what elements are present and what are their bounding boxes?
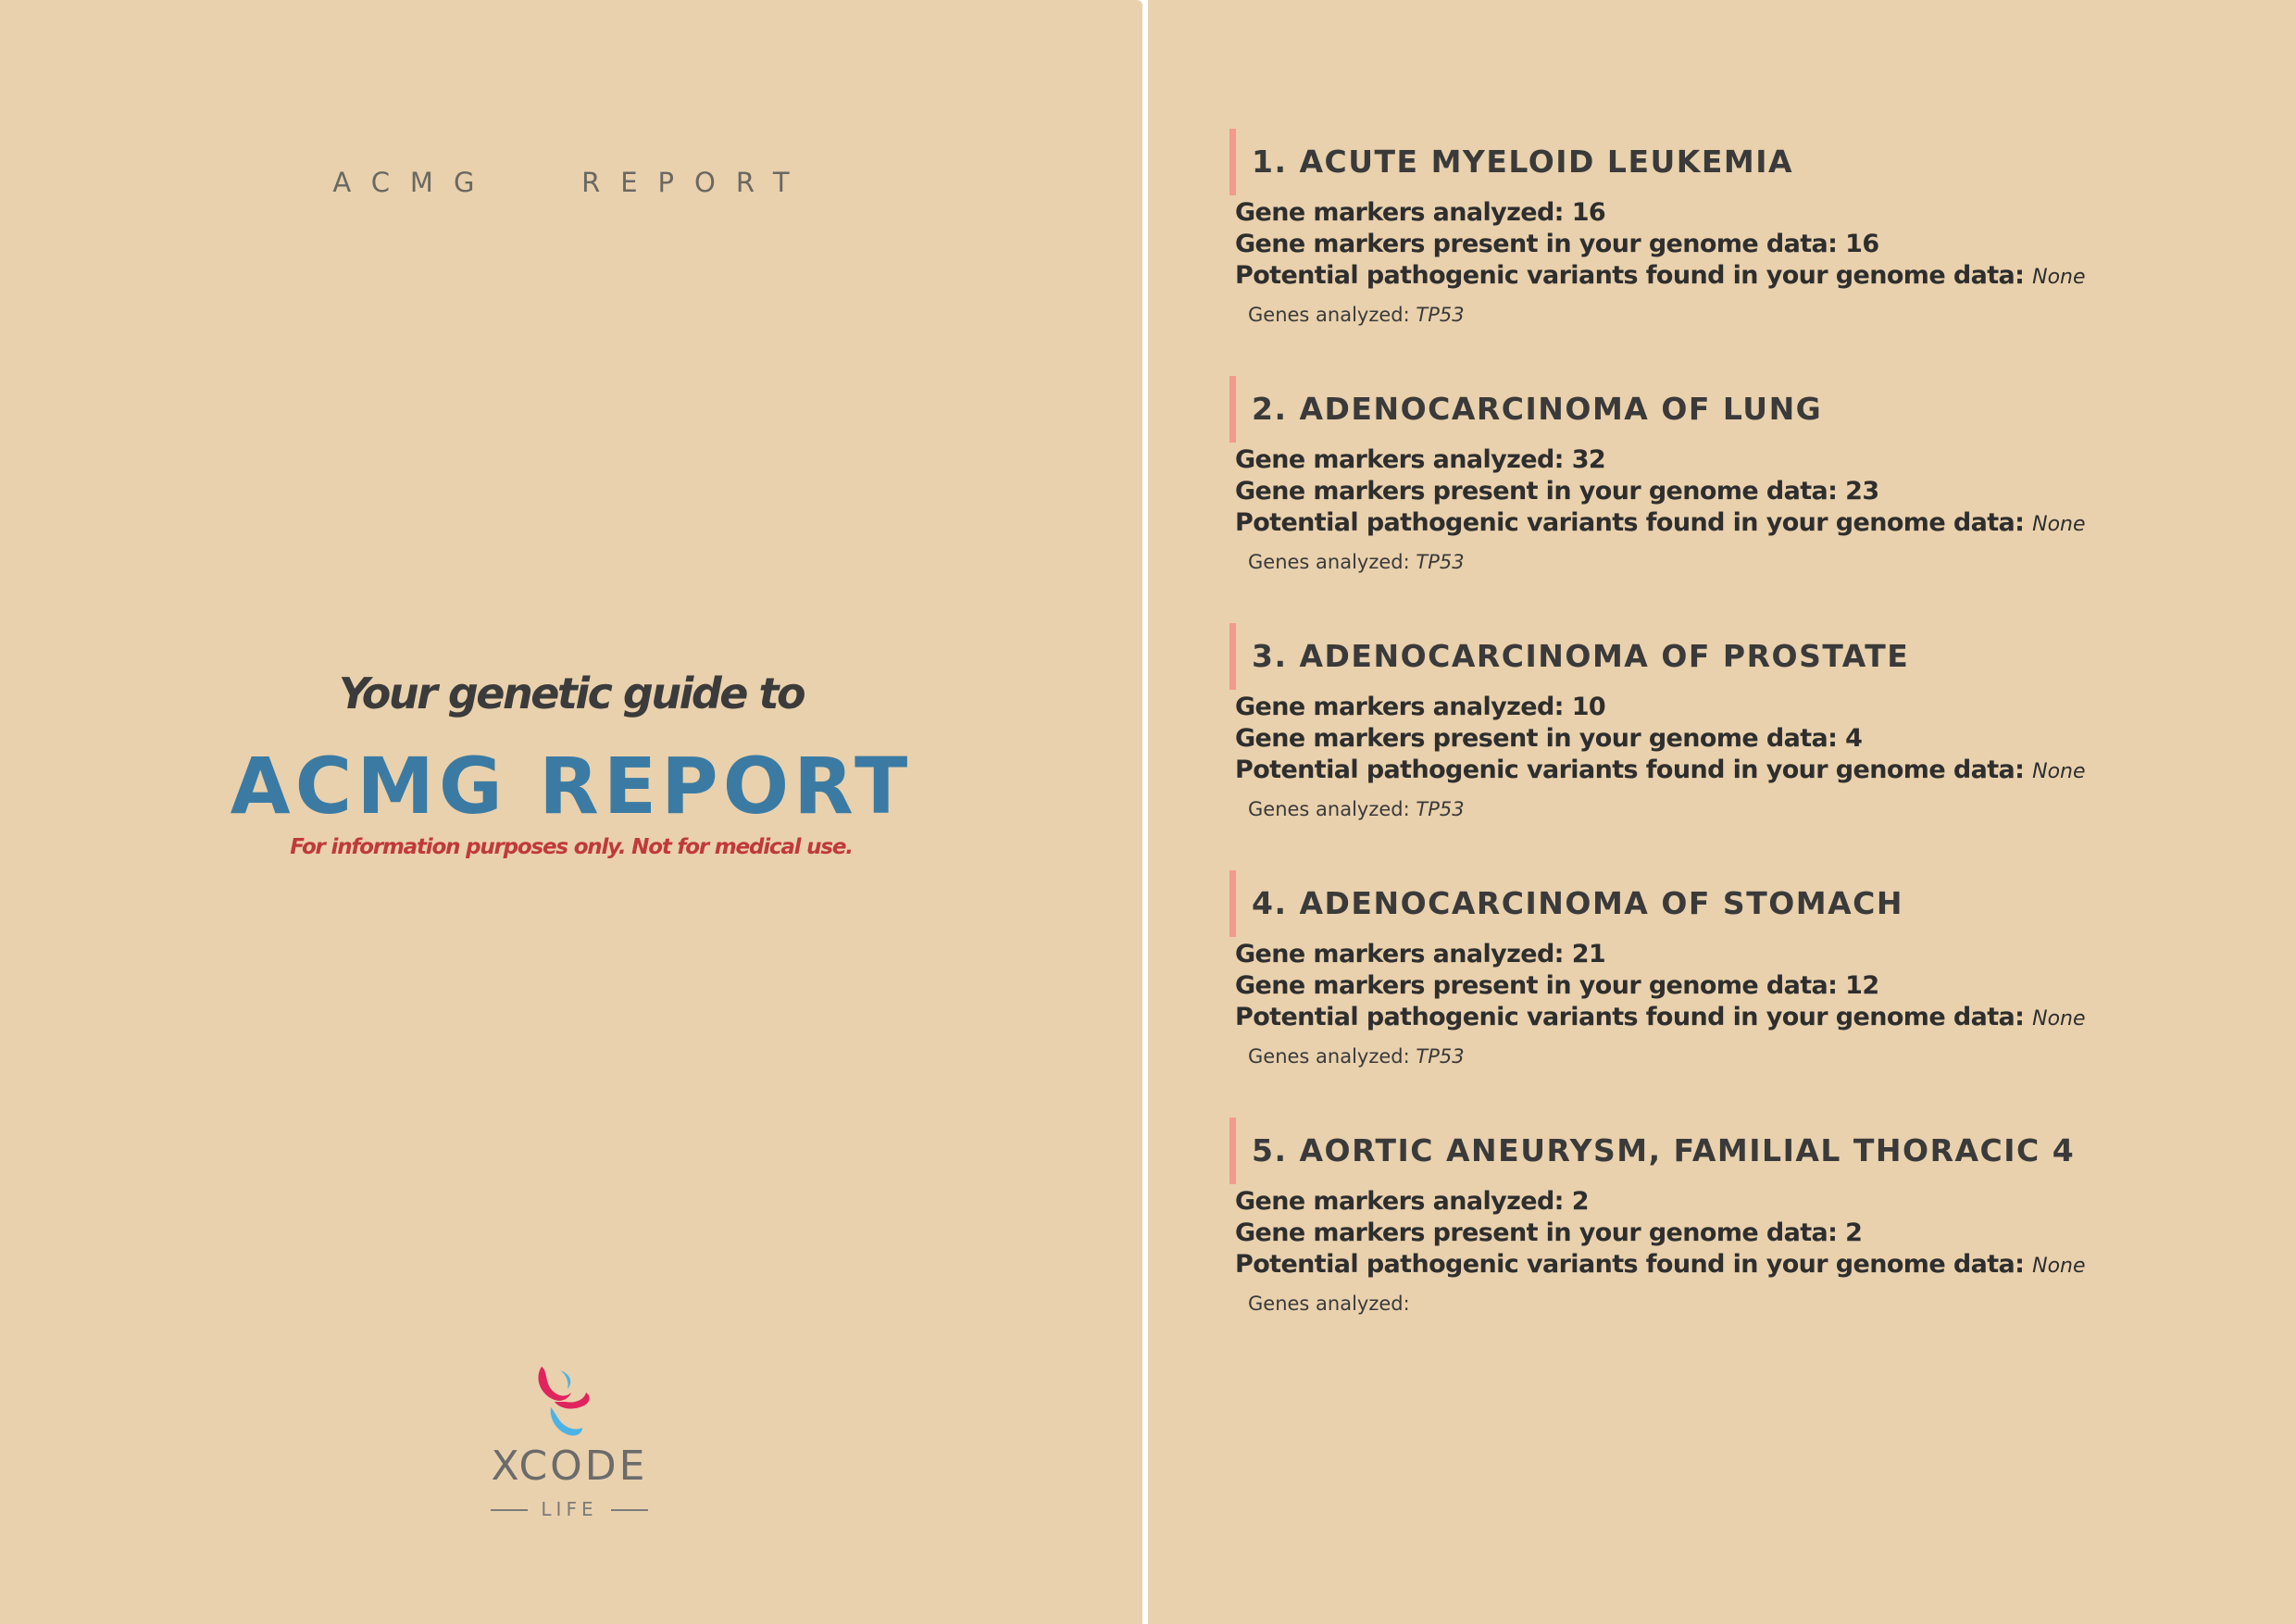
condition-section (1228, 1118, 2255, 1318)
markers-analyzed-value: 10 (1571, 693, 1606, 721)
logo-subtext-row (472, 1498, 667, 1520)
pathogenic-variants (1235, 1002, 2255, 1033)
genes-analyzed (1248, 1290, 2255, 1318)
section-accent-bar (1229, 623, 1236, 690)
markers-present-label: Gene markers present in your genome data: (1235, 1218, 1846, 1247)
markers-present-label: Gene markers present in your genome data: (1235, 477, 1846, 506)
section-title: 1. ACUTE MYELOID LEUKEMIA (1252, 144, 1794, 180)
markers-present (1235, 723, 2255, 755)
pathogenic-value: None (2032, 513, 2086, 536)
markers-analyzed (1235, 1186, 2255, 1218)
genes-analyzed (1248, 548, 2255, 576)
pathogenic-variants (1235, 755, 2255, 786)
section-title: 3. ADENOCARCINOMA OF PROSTATE (1252, 638, 1910, 674)
pathogenic-variants (1235, 507, 2255, 539)
section-accent-bar (1229, 376, 1236, 443)
xcode-life-logo-icon (532, 1361, 606, 1446)
genes-analyzed (1248, 1043, 2255, 1070)
markers-analyzed (1235, 444, 2255, 476)
pathogenic-variants (1235, 1249, 2255, 1280)
genes-analyzed-value: TP53 (1416, 551, 1465, 573)
section-header (1228, 129, 2255, 197)
markers-present (1235, 229, 2255, 260)
markers-analyzed-value: 16 (1571, 198, 1606, 227)
genes-analyzed-label: Genes analyzed: (1248, 304, 1416, 326)
section-accent-bar (1229, 129, 1236, 195)
logo-rule-right (611, 1509, 648, 1511)
section-accent-bar (1229, 870, 1236, 937)
section-header (1228, 1118, 2255, 1186)
logo-wordmark: XCODE (491, 1443, 648, 1490)
pathogenic-variants (1235, 260, 2255, 292)
markers-analyzed-label: Gene markers analyzed: (1235, 198, 1572, 227)
pathogenic-value: None (2032, 1255, 2086, 1278)
markers-present (1235, 970, 2255, 1002)
xcode-life-logo (472, 1361, 667, 1528)
markers-present-label: Gene markers present in your genome data: (1235, 724, 1846, 753)
section-accent-bar (1229, 1118, 1236, 1184)
markers-present-label: Gene markers present in your genome data: (1235, 230, 1846, 258)
pathogenic-label: Potential pathogenic variants found in your genome data: (1235, 1250, 2033, 1279)
cover-page (0, 0, 1142, 1624)
section-header (1228, 870, 2255, 939)
markers-analyzed-label: Gene markers analyzed: (1235, 1187, 1572, 1216)
cover-title: ACMG REPORT (230, 741, 913, 831)
markers-analyzed (1235, 692, 2255, 723)
markers-present-value: 2 (1845, 1218, 1863, 1247)
pathogenic-label: Potential pathogenic variants found in your genome data: (1235, 508, 2033, 537)
section-title: 4. ADENOCARCINOMA OF STOMACH (1252, 885, 1903, 921)
genes-analyzed-label: Genes analyzed: (1248, 1293, 1410, 1315)
cover-header-caption: ACMG REPORT (332, 167, 810, 198)
markers-analyzed-label: Gene markers analyzed: (1235, 445, 1572, 474)
pathogenic-label: Potential pathogenic variants found in your genome data: (1235, 261, 2033, 290)
condition-section (1228, 376, 2255, 576)
markers-present (1235, 476, 2255, 507)
section-title: 5. AORTIC ANEURYSM, FAMILIAL THORACIC 4 (1252, 1132, 2076, 1168)
section-header (1228, 623, 2255, 692)
condition-section (1228, 129, 2255, 329)
genes-analyzed-label: Genes analyzed: (1248, 551, 1416, 573)
markers-analyzed-label: Gene markers analyzed: (1235, 693, 1572, 721)
markers-analyzed-value: 21 (1571, 940, 1606, 968)
genes-analyzed-value: TP53 (1416, 304, 1465, 326)
pathogenic-value: None (2032, 266, 2086, 289)
markers-analyzed-value: 2 (1571, 1187, 1589, 1216)
markers-analyzed (1235, 197, 2255, 229)
genes-analyzed-label: Genes analyzed: (1248, 1045, 1416, 1068)
section-header (1228, 376, 2255, 444)
pathogenic-label: Potential pathogenic variants found in your genome data: (1235, 1003, 2033, 1031)
markers-present-value: 16 (1845, 230, 1879, 258)
logo-subtext: LIFE (541, 1498, 598, 1520)
condition-section (1228, 623, 2255, 823)
section-title: 2. ADENOCARCINOMA OF LUNG (1252, 391, 1823, 427)
genes-analyzed-value: TP53 (1416, 798, 1465, 820)
pathogenic-value: None (2032, 1007, 2086, 1031)
condition-section (1228, 870, 2255, 1070)
cover-disclaimer: For information purposes only. Not for medical use. (290, 835, 853, 859)
pathogenic-label: Potential pathogenic variants found in your genome data: (1235, 756, 2033, 784)
genes-analyzed-value: TP53 (1416, 1045, 1465, 1068)
markers-analyzed-value: 32 (1571, 445, 1606, 474)
markers-analyzed (1235, 939, 2255, 970)
markers-analyzed-label: Gene markers analyzed: (1235, 940, 1572, 968)
markers-present (1235, 1218, 2255, 1249)
genes-analyzed-label: Genes analyzed: (1248, 798, 1416, 820)
genes-analyzed (1248, 795, 2255, 823)
pathogenic-value: None (2032, 760, 2086, 783)
markers-present-value: 12 (1845, 971, 1879, 1000)
cover-tagline: Your genetic guide to (338, 668, 805, 718)
markers-present-label: Gene markers present in your genome data: (1235, 971, 1846, 1000)
genes-analyzed (1248, 301, 2255, 329)
markers-present-value: 4 (1845, 724, 1863, 753)
markers-present-value: 23 (1845, 477, 1879, 506)
